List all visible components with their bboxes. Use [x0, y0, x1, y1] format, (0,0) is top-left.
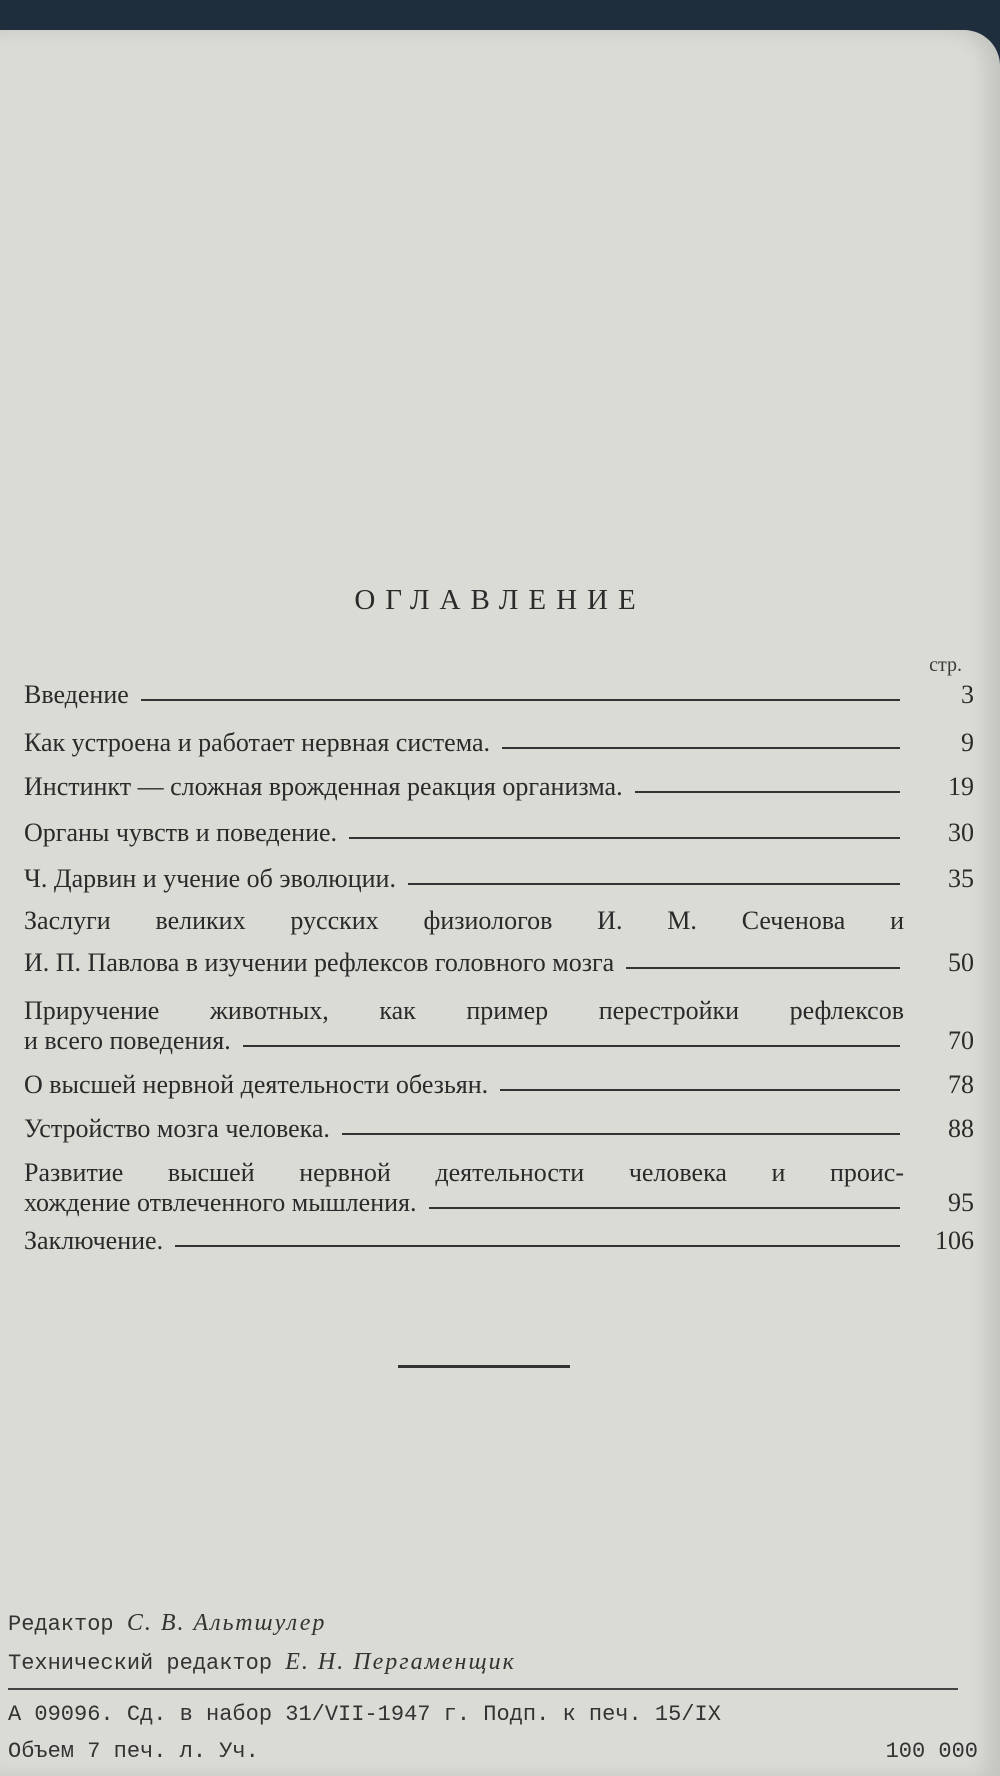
toc-entry-page: 30: [948, 818, 974, 847]
leader-line: [635, 791, 900, 793]
leader-line: [500, 1089, 900, 1091]
tech-editor-label: Технический редактор: [8, 1651, 273, 1676]
toc-entry: [24, 906, 974, 978]
toc-entry-title: Как устроена и работает нервная система.: [24, 728, 491, 757]
toc-entry-page: 50: [948, 948, 974, 977]
toc-entry-title-line2: хождение отвлеченного мышления.: [24, 1188, 417, 1217]
toc-entry-page: 78: [948, 1070, 974, 1099]
tech-editor-name: Е. Н. Пергаменщик: [285, 1649, 516, 1675]
editor-label: Редактор: [8, 1612, 114, 1637]
toc-entry-title: Инстинкт — сложная врожденная реакция организма.: [24, 772, 623, 801]
toc-entry-page: 9: [961, 728, 974, 757]
imprint-line-4: Объем 7 печ. л. Уч.: [8, 1739, 259, 1764]
leader-line: [243, 1045, 900, 1047]
toc-entry: [24, 1226, 974, 1256]
page-column-label: стр.: [929, 654, 962, 676]
leader-line: [626, 967, 900, 969]
imprint-divider: [8, 1688, 958, 1690]
book-page: [0, 30, 1000, 1776]
toc-entry-page: 3: [961, 680, 974, 709]
toc-entry: [24, 772, 974, 802]
toc-entry-page: 19: [948, 772, 974, 801]
leader-line: [408, 883, 900, 885]
toc-entry-title-line1: Приручение животных, как пример перестройки рефлексов: [24, 996, 904, 1025]
toc-entry-title-line2: и всего поведения.: [24, 1026, 231, 1055]
imprint: [8, 1610, 998, 1776]
print-run: 100 000: [885, 1739, 978, 1764]
toc-entry: [24, 996, 974, 1056]
toc-entry-title-line1: Заслуги великих русских физиологов И. М. Сеченова и: [24, 906, 904, 935]
toc-entry-page: 70: [948, 1026, 974, 1055]
toc-entry-page: 95: [948, 1188, 974, 1217]
toc-entry-title: Ч. Дарвин и учение об эволюции.: [24, 864, 396, 893]
toc-entry-title: Введение: [24, 680, 129, 709]
toc-entry: [24, 818, 974, 848]
toc-entry: [24, 680, 974, 710]
toc-entry-title-line2: И. П. Павлова в изучении рефлексов головного мозга: [24, 948, 615, 977]
leader-line: [429, 1207, 901, 1209]
toc-entry: [24, 1158, 974, 1218]
leader-line: [342, 1133, 900, 1135]
toc-entry: [24, 864, 974, 894]
leader-line: [349, 837, 900, 839]
leader-line: [175, 1245, 900, 1247]
toc-entry-title: Заключение.: [24, 1226, 164, 1255]
toc-entry: [24, 1070, 974, 1100]
leader-line: [502, 747, 900, 749]
imprint-line-3: А 09096. Сд. в набор 31/VII-1947 г. Подп. к печ. 15/IX: [8, 1702, 721, 1727]
toc-entry-page: 88: [948, 1114, 974, 1143]
toc-entry-title: Органы чувств и поведение.: [24, 818, 338, 847]
closing-rule: [398, 1365, 570, 1368]
toc-entry-title-line1: Развитие высшей нервной деятельности человека и проис-: [24, 1158, 904, 1187]
toc-entry-page: 35: [948, 864, 974, 893]
toc-entry-title: Устройство мозга человека.: [24, 1114, 330, 1143]
toc-heading: ОГЛАВЛЕНИЕ: [354, 584, 646, 616]
toc-entry: [24, 1114, 974, 1144]
editor-name: С. В. Альтшулер: [126, 1610, 327, 1636]
leader-line: [141, 699, 900, 701]
toc-entry-page: 106: [935, 1226, 974, 1255]
toc-entry: [24, 728, 974, 758]
toc-entry-title: О высшей нервной деятельности обезьян.: [24, 1070, 489, 1099]
